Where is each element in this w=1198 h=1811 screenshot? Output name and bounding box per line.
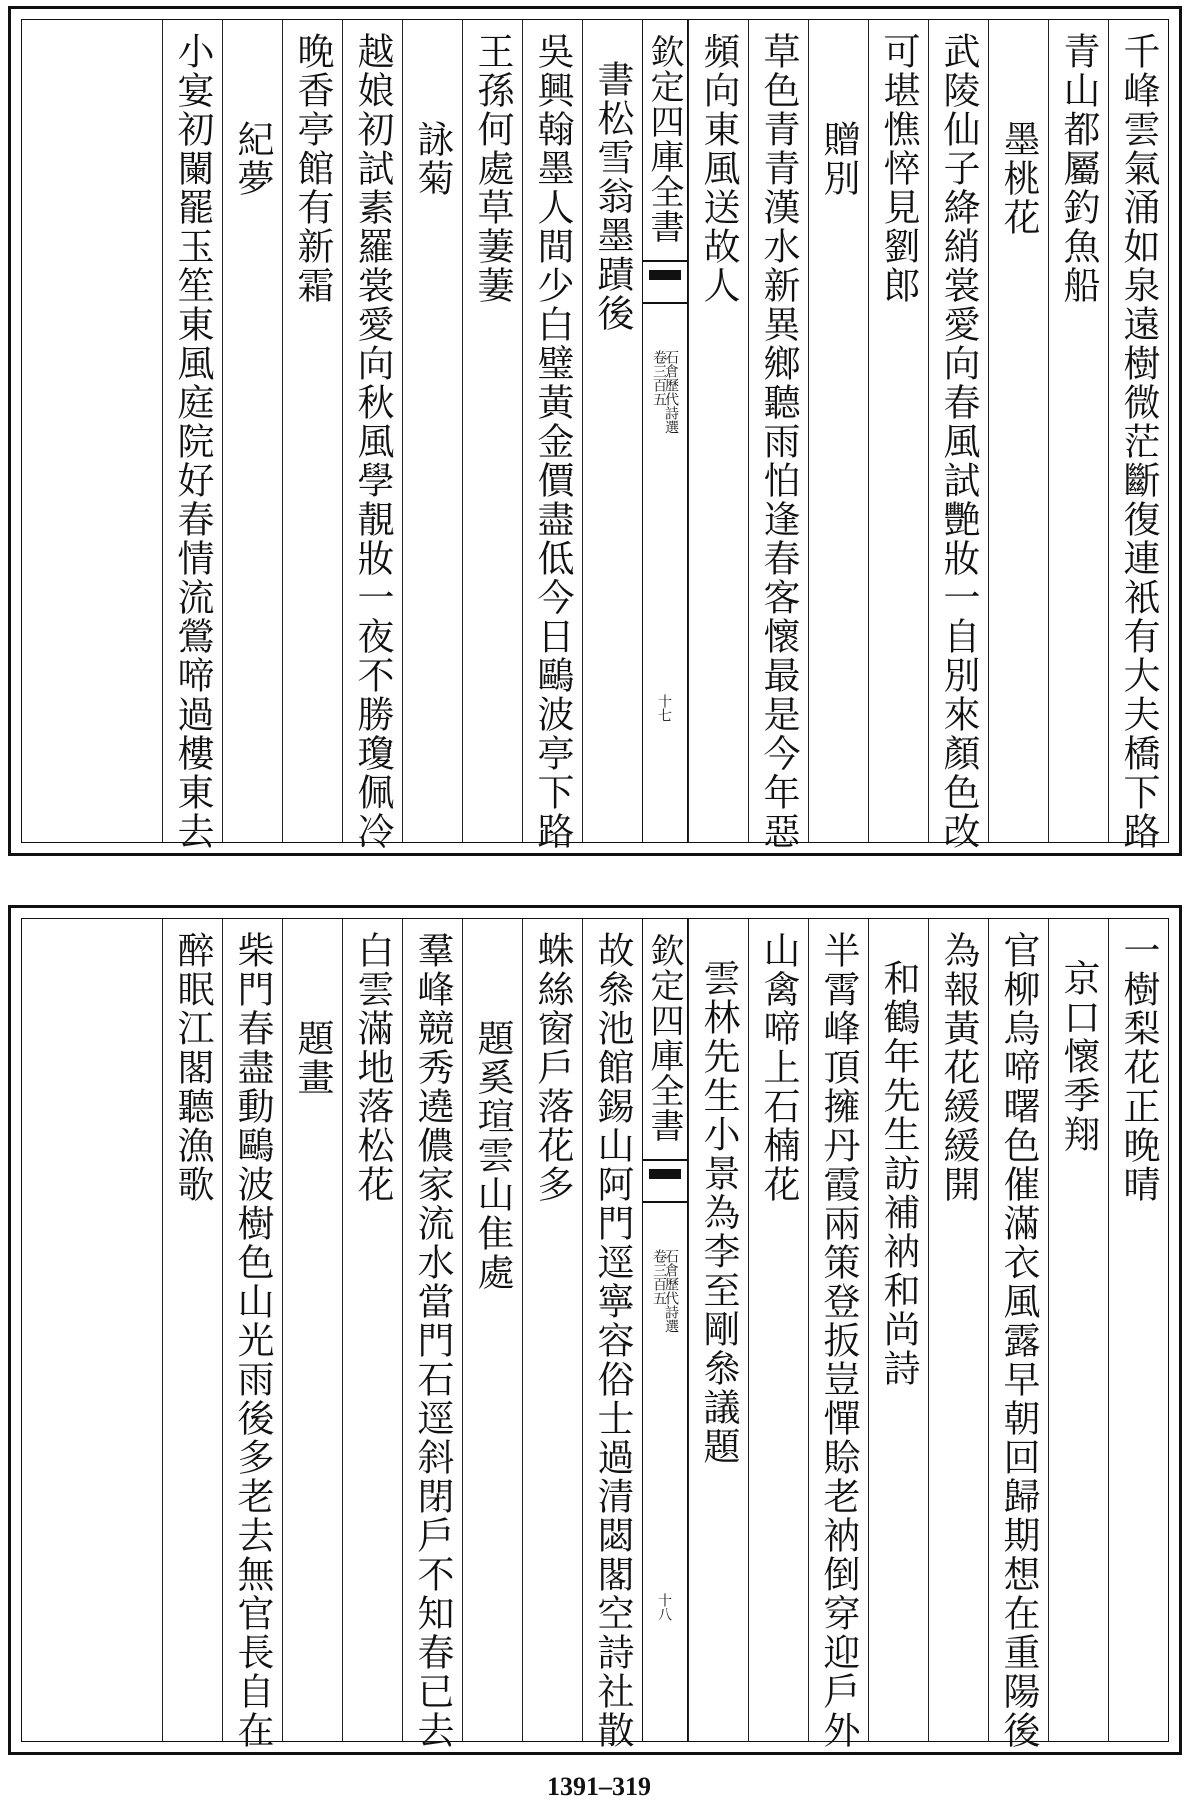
text-column [1048,20,1108,842]
text-column [342,919,402,1741]
text-column [748,20,808,851]
poem-line: 可堪憔悴見劉郎 [877,32,920,305]
fish-tail-mark [643,1159,687,1203]
text-column [1108,20,1168,851]
poem-title: 雲林先生小景為李至剛叅議題 [697,959,740,1466]
poem-line: 青山都屬釣魚船 [1057,32,1100,305]
poem-title: 詠菊 [411,120,454,198]
poem-line: 官柳烏啼曙色催滿衣風露早朝回歸期想在重陽後 [997,931,1040,1750]
text-column [868,919,928,1741]
poem-line: 千峰雲氣涌如泉遠樹微茫斷復連衹有大夫橋下路 [1117,32,1160,851]
text-column [342,20,402,851]
poem-line: 王孫何處草萋萋 [471,32,514,305]
text-column [522,919,582,1741]
text-column [582,20,642,842]
poem-title: 紀夢 [231,120,274,198]
text-column [928,919,988,1741]
poem-line: 羣峰競秀遶儂家流水當門石逕斜閉戶不知春已去 [411,931,454,1750]
book-title: 石倉歷代詩選 [663,1249,679,1333]
book-title: 石倉歷代詩選 [663,350,679,434]
poem-line: 小宴初闌罷玉笙東風庭院好春情流鶯啼過樓東去 [171,32,214,851]
poem-title: 題奚瑄雲山隹處 [471,1019,514,1292]
text-column [282,20,342,842]
text-column [222,919,282,1750]
poem-line: 頻向東風送故人 [697,32,740,305]
text-column [582,919,642,1750]
poem-title: 題畫 [291,1019,334,1097]
book-header: 欽定四庫全書 [644,933,684,1143]
poem-title: 書松雪翁墨蹟後 [591,60,634,333]
text-column [162,20,222,851]
text-column [688,20,748,842]
poem-line: 柴門春盡動鷗波樹色山光雨後多老去無官長自在 [231,931,274,1750]
fish-tail-mark [643,260,687,304]
poem-line: 吳興翰墨人間少白璧黃金價盡低今日鷗波亭下路 [531,32,574,851]
text-column [522,20,582,851]
scan-page-number: 1391–319 [547,1772,651,1801]
top-page-frame [21,19,1169,851]
text-column [688,919,748,1741]
poem-line: 故叅池館錫山阿門逕寧容俗士過清閟閣空詩社散 [591,931,634,1750]
bottom-page [8,905,1182,1755]
volume-label: 卷三百五 [651,350,667,406]
poem-line: 白雲滿地落松花 [351,931,394,1204]
text-column [462,919,522,1741]
text-column [462,20,522,842]
poem-title: 贈別 [817,120,860,198]
text-column [1108,919,1168,1741]
bottom-page-frame [21,918,1169,1750]
poem-line: 半霄峰頂擁丹霞兩策登扳豈憚賒老衲倒穿迎戶外 [817,931,860,1750]
poem-line: 草色青青漢水新異鄉聽雨怕逢春客懷最是今年惡 [757,32,800,851]
poem-line: 晚香亭館有新霜 [291,32,334,305]
text-column [402,919,462,1750]
poem-title: 和鶴年先生訪補衲和尚詩 [877,959,920,1388]
text-column [808,20,868,842]
poem-line: 越娘初試素羅裳愛向秋風學靚妝一夜不勝瓊佩冷 [351,32,394,851]
poem-title: 京口懷季翔 [1057,959,1100,1154]
leaf-number: 十七 [656,694,672,722]
text-column [808,919,868,1750]
text-column [282,919,342,1741]
text-column [162,919,222,1741]
text-column [748,919,808,1741]
poem-title: 墨桃花 [997,120,1040,237]
poem-line: 蛛絲窗戶落花多 [531,931,574,1204]
text-column [928,20,988,851]
volume-label: 卷三百五 [651,1249,667,1305]
poem-line: 山禽啼上石楠花 [757,931,800,1204]
poem-line: 武陵仙子絳綃裳愛向春風試艷妝一自別來顏色改 [937,32,980,851]
center-margin [642,919,688,1741]
poem-line: 醉眠江閣聽漁歌 [171,931,214,1204]
text-column [402,20,462,842]
text-column [222,20,282,842]
top-page [8,6,1182,856]
text-column [988,919,1048,1750]
poem-line: 為報黃花緩緩開 [937,931,980,1204]
book-header: 欽定四庫全書 [644,34,684,244]
text-column [988,20,1048,842]
poem-line: 一樹梨花正晚晴 [1117,931,1160,1204]
center-margin [642,20,688,842]
text-column [1048,919,1108,1741]
leaf-number: 十八 [656,1593,672,1621]
text-column [868,20,928,842]
